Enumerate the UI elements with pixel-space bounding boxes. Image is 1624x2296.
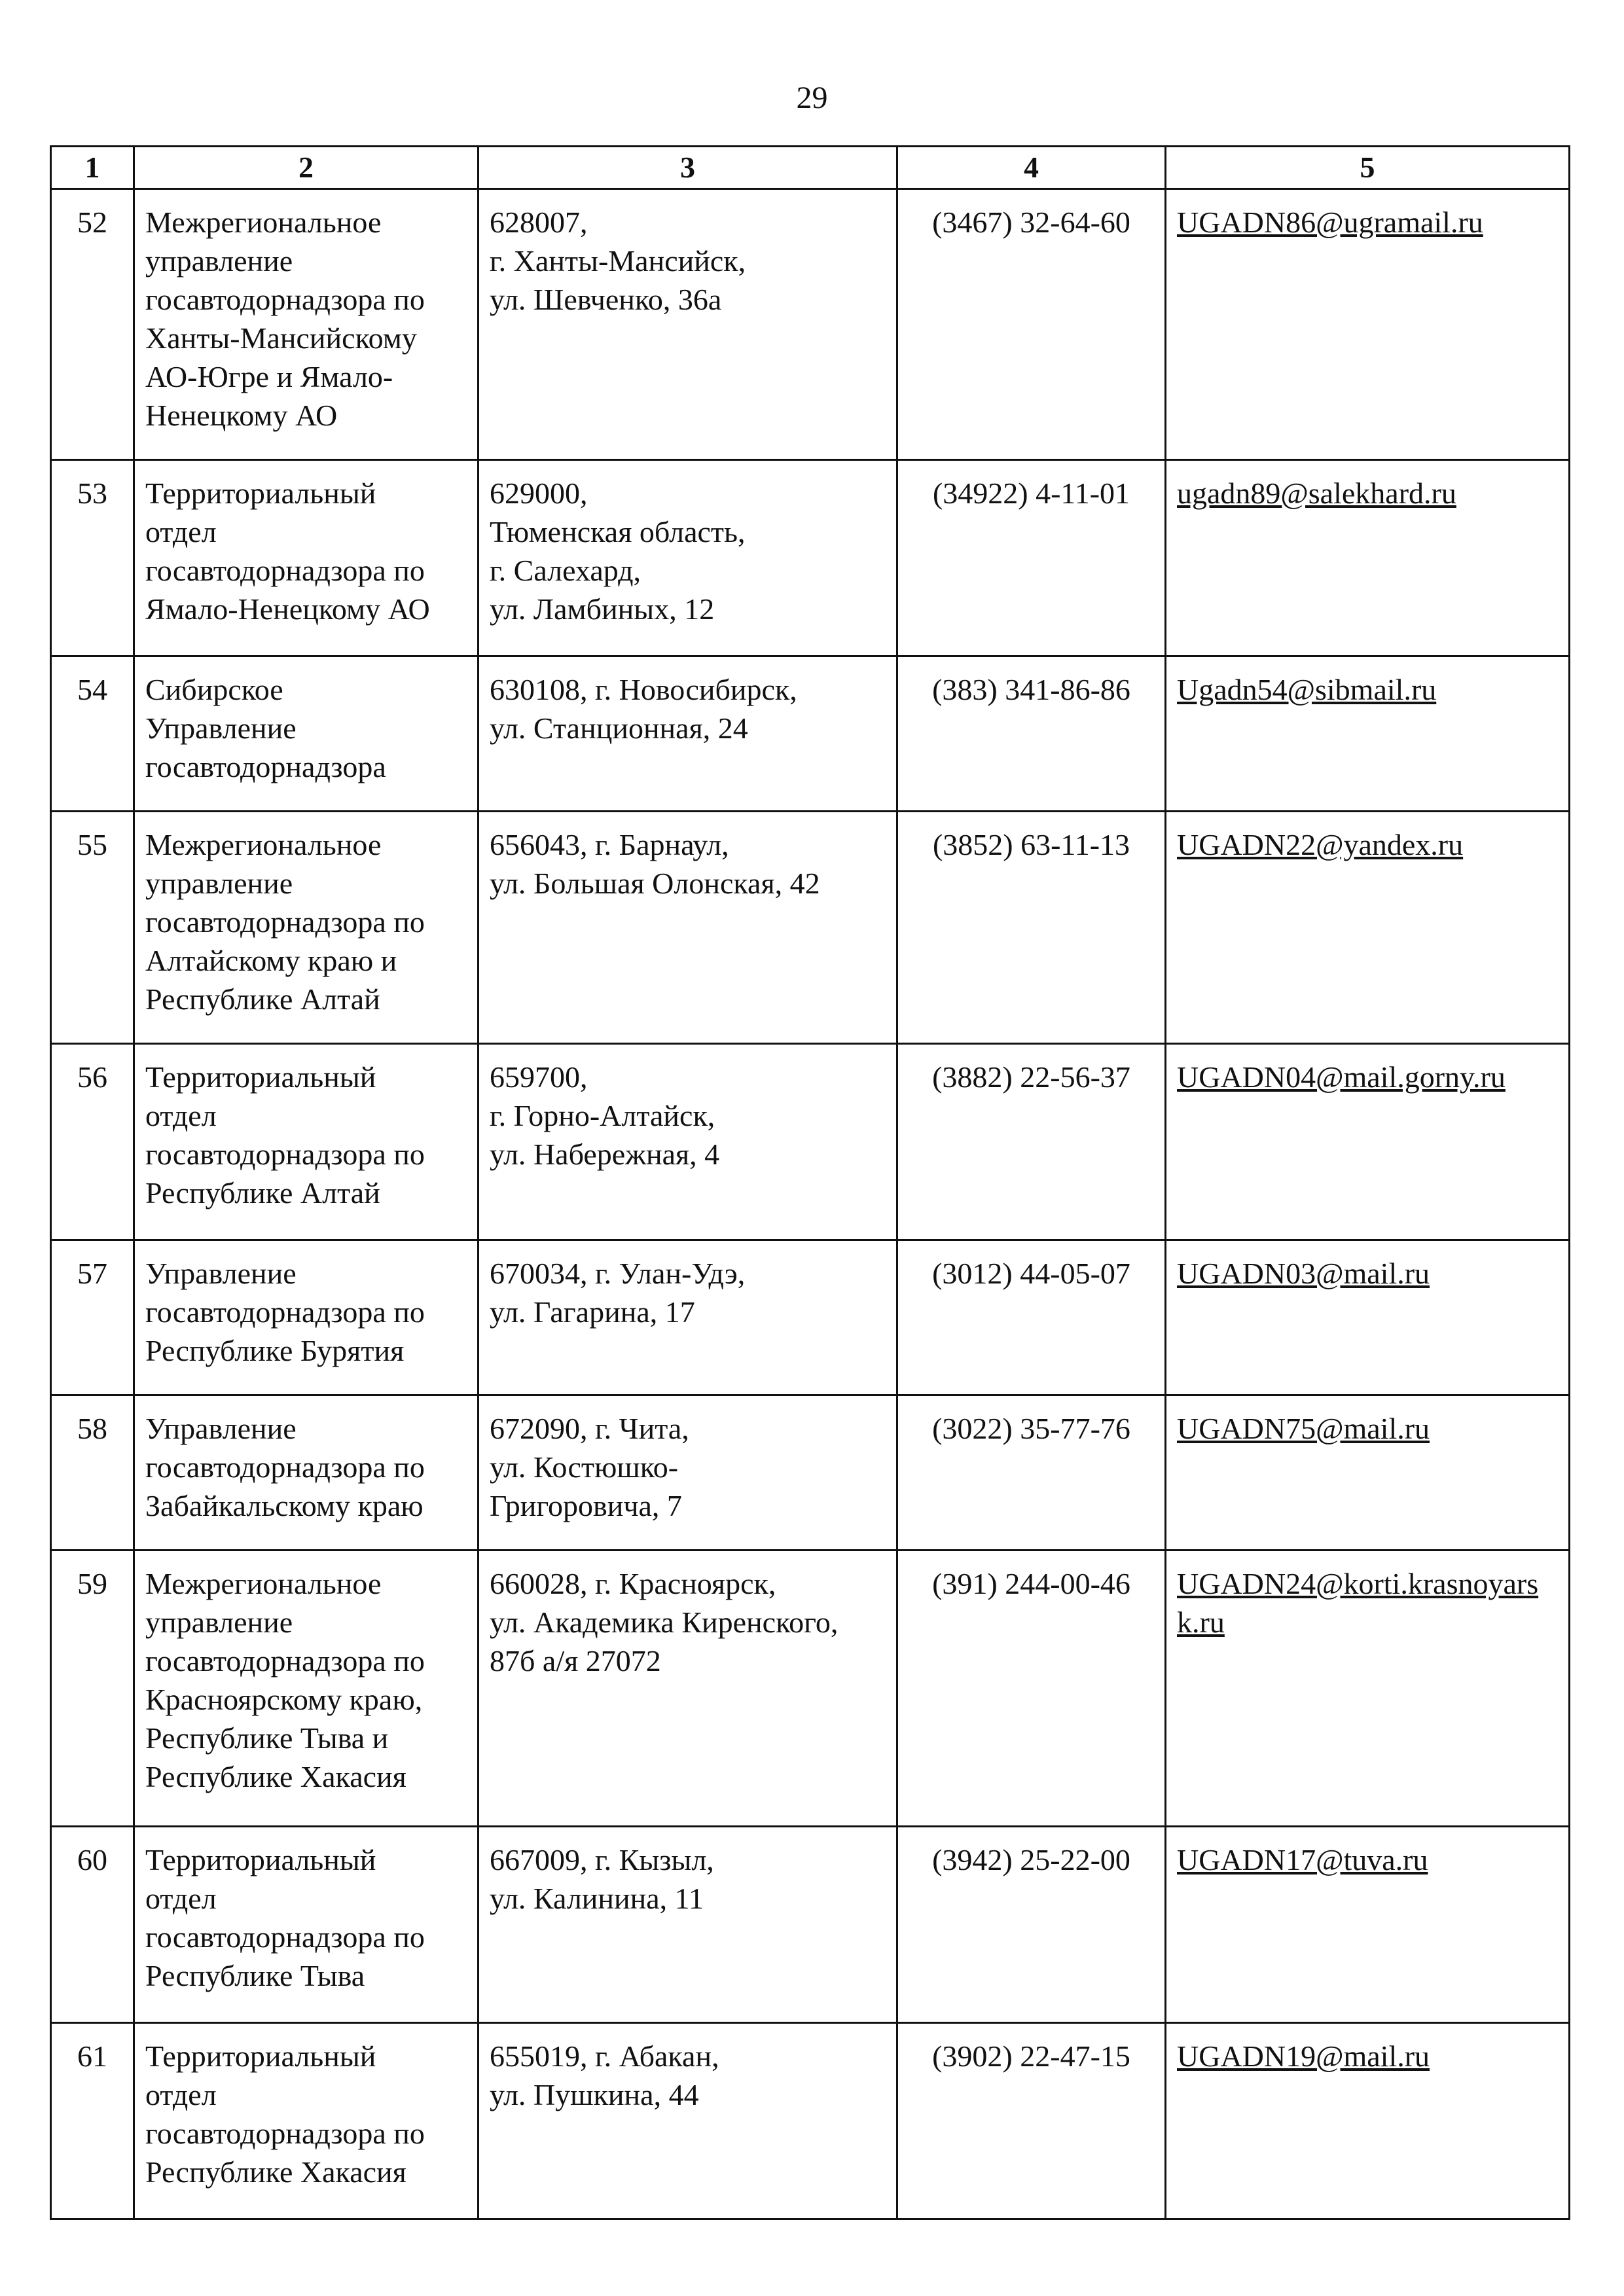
- postal-address: 628007, г. Ханты-Мансийск, ул. Шевченко, 36а: [478, 189, 897, 460]
- table-header-row: [51, 147, 1570, 189]
- organization-name: Территориальный отдел госавтодорнадзора по Ямало-Ненецкому АО: [134, 460, 478, 656]
- row-number: 60: [51, 1827, 134, 2023]
- column-header: 5: [1166, 147, 1570, 189]
- table-row: [51, 189, 1570, 460]
- row-number: 59: [51, 1551, 134, 1827]
- email-link[interactable]: UGADN19@mail.ru: [1166, 2023, 1570, 2219]
- phone-number: (3902) 22-47-15: [897, 2023, 1166, 2219]
- page-number: 29: [796, 81, 828, 115]
- registry-table: [50, 145, 1570, 2220]
- phone-number: (3012) 44-05-07: [897, 1240, 1166, 1395]
- table-row: [51, 812, 1570, 1044]
- column-header: 2: [134, 147, 478, 189]
- postal-address: 655019, г. Абакан, ул. Пушкина, 44: [478, 2023, 897, 2219]
- postal-address: 672090, г. Чита, ул. Костюшко- Григоровича, 7: [478, 1395, 897, 1551]
- phone-number: (3467) 32-64-60: [897, 189, 1166, 460]
- email-link[interactable]: UGADN17@tuva.ru: [1166, 1827, 1570, 2023]
- organization-name: Территориальный отдел госавтодорнадзора по Республике Хакасия: [134, 2023, 478, 2219]
- organization-name: Территориальный отдел госавтодорнадзора по Республике Тыва: [134, 1827, 478, 2023]
- row-number: 58: [51, 1395, 134, 1551]
- phone-number: (34922) 4-11-01: [897, 460, 1166, 656]
- table-row: [51, 1395, 1570, 1551]
- organization-name: Сибирское Управление госавтодорнадзора: [134, 656, 478, 812]
- phone-number: (383) 341-86-86: [897, 656, 1166, 812]
- column-header: 3: [478, 147, 897, 189]
- organization-name: Межрегиональное управление госавтодорнадзора по Алтайскому краю и Республике Алтай: [134, 812, 478, 1044]
- organization-name: Управление госавтодорнадзора по Забайкальскому краю: [134, 1395, 478, 1551]
- email-link[interactable]: Ugadn54@sibmail.ru: [1166, 656, 1570, 812]
- table-row: [51, 1044, 1570, 1240]
- email-link[interactable]: UGADN22@yandex.ru: [1166, 812, 1570, 1044]
- row-number: 52: [51, 189, 134, 460]
- row-number: 56: [51, 1044, 134, 1240]
- organization-name: Межрегиональное управление госавтодорнадзора по Ханты-Мансийскому АО-Югре и Ямало- Ненецкому АО: [134, 189, 478, 460]
- table-row: [51, 2023, 1570, 2219]
- table-row: [51, 1551, 1570, 1827]
- postal-address: 667009, г. Кызыл, ул. Калинина, 11: [478, 1827, 897, 2023]
- phone-number: (3022) 35-77-76: [897, 1395, 1166, 1551]
- email-link[interactable]: UGADN86@ugramail.ru: [1166, 189, 1570, 460]
- email-link[interactable]: UGADN24@korti.krasnoyarsk.ru: [1166, 1551, 1570, 1827]
- row-number: 61: [51, 2023, 134, 2219]
- email-link[interactable]: UGADN04@mail.gorny.ru: [1166, 1044, 1570, 1240]
- phone-number: (391) 244-00-46: [897, 1551, 1166, 1827]
- postal-address: 670034, г. Улан-Удэ, ул. Гагарина, 17: [478, 1240, 897, 1395]
- organization-name: Управление госавтодорнадзора по Республике Бурятия: [134, 1240, 478, 1395]
- phone-number: (3852) 63-11-13: [897, 812, 1166, 1044]
- table-row: [51, 1240, 1570, 1395]
- organization-name: Территориальный отдел госавтодорнадзора по Республике Алтай: [134, 1044, 478, 1240]
- phone-number: (3942) 25-22-00: [897, 1827, 1166, 2023]
- table-row: [51, 460, 1570, 656]
- column-header: 4: [897, 147, 1166, 189]
- email-link[interactable]: UGADN03@mail.ru: [1166, 1240, 1570, 1395]
- postal-address: 630108, г. Новосибирск, ул. Станционная, 24: [478, 656, 897, 812]
- table-row: [51, 656, 1570, 812]
- email-link[interactable]: ugadn89@salekhard.ru: [1166, 460, 1570, 656]
- column-header: 1: [51, 147, 134, 189]
- email-link[interactable]: UGADN75@mail.ru: [1166, 1395, 1570, 1551]
- postal-address: 660028, г. Красноярск, ул. Академика Киренского, 87б а/я 27072: [478, 1551, 897, 1827]
- row-number: 57: [51, 1240, 134, 1395]
- row-number: 53: [51, 460, 134, 656]
- table-row: [51, 1827, 1570, 2023]
- postal-address: 659700, г. Горно-Алтайск, ул. Набережная, 4: [478, 1044, 897, 1240]
- postal-address: 629000, Тюменская область, г. Салехард, ул. Ламбиных, 12: [478, 460, 897, 656]
- row-number: 54: [51, 656, 134, 812]
- row-number: 55: [51, 812, 134, 1044]
- organization-name: Межрегиональное управление госавтодорнадзора по Красноярскому краю, Республике Тыва и Республике Хакасия: [134, 1551, 478, 1827]
- phone-number: (3882) 22-56-37: [897, 1044, 1166, 1240]
- postal-address: 656043, г. Барнаул, ул. Большая Олонская, 42: [478, 812, 897, 1044]
